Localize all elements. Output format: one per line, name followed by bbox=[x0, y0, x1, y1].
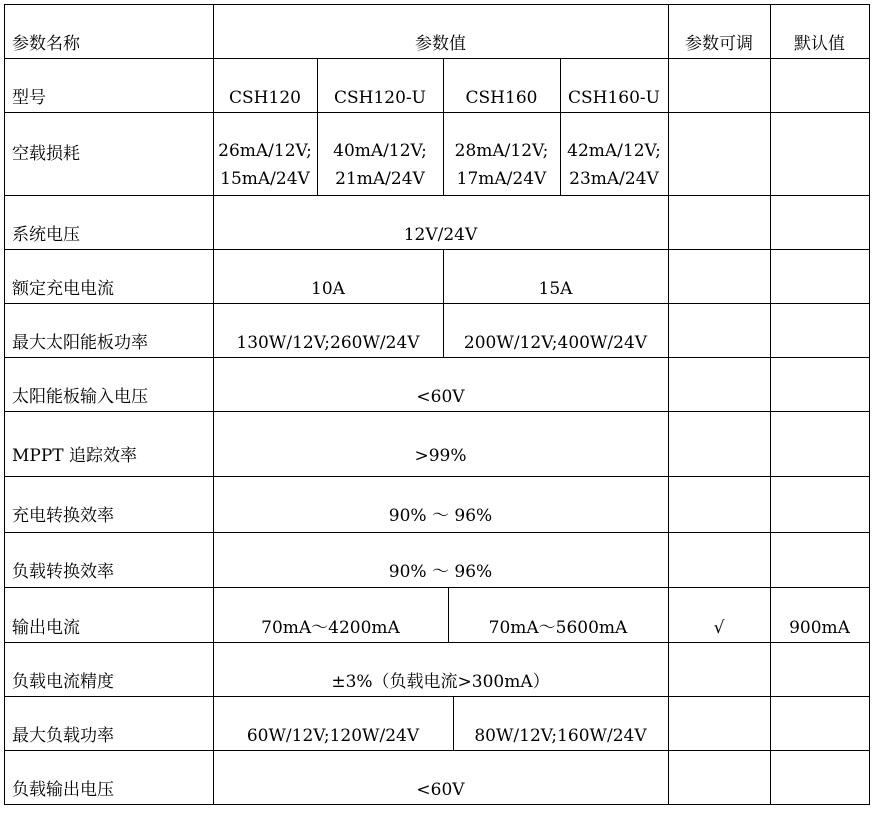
load-efficiency-value: 90% ～ 96% bbox=[388, 562, 493, 582]
row-label-noload: 空载损耗 bbox=[12, 143, 80, 164]
row-label-load-efficiency: 负载转换效率 bbox=[12, 562, 114, 582]
model-csh160u: CSH160-U bbox=[568, 88, 660, 108]
col-divider bbox=[770, 4, 771, 805]
row-label-max-pv-power: 最大太阳能板功率 bbox=[12, 333, 148, 353]
model-csh160: CSH160 bbox=[465, 88, 538, 108]
load-output-voltage-value: <60V bbox=[416, 780, 465, 800]
rated-current-a: 10A bbox=[311, 279, 345, 299]
noload-cell bbox=[560, 112, 668, 195]
table-border-right bbox=[869, 4, 870, 805]
noload-value: 40mA/12V; bbox=[333, 141, 427, 161]
row-label-pv-input-voltage: 太阳能板输入电压 bbox=[12, 387, 148, 407]
model-csh120u: CSH120-U bbox=[334, 88, 426, 108]
checkmark-icon: √ bbox=[713, 618, 725, 638]
row-label-mppt: MPPT 追踪效率 bbox=[12, 446, 138, 466]
noload-cell bbox=[317, 112, 443, 195]
output-current-a: 70mA～4200mA bbox=[261, 618, 400, 638]
pv-input-voltage-value: <60V bbox=[416, 387, 465, 407]
table-border-bottom bbox=[4, 804, 870, 805]
row-label-output-current: 输出电流 bbox=[12, 618, 80, 638]
max-pv-power-b: 200W/12V;400W/24V bbox=[463, 333, 648, 353]
noload-value: 15mA/24V bbox=[220, 169, 310, 189]
output-current-default: 900mA bbox=[789, 618, 850, 638]
row-label-system-voltage: 系统电压 bbox=[12, 225, 80, 245]
noload-value: 26mA/12V; bbox=[218, 141, 312, 161]
row-label-load-accuracy: 负载电流精度 bbox=[12, 672, 114, 692]
noload-cell bbox=[443, 112, 560, 195]
max-load-power-a: 60W/12V;120W/24V bbox=[246, 726, 420, 746]
header-param-value: 参数值 bbox=[415, 34, 466, 54]
row-label-charge-efficiency: 充电转换效率 bbox=[12, 506, 114, 526]
noload-value: 17mA/24V bbox=[456, 169, 547, 189]
row-label-load-output-voltage: 负载输出电压 bbox=[12, 780, 114, 800]
noload-value: 23mA/24V bbox=[569, 169, 659, 189]
header-param-name: 参数名称 bbox=[12, 34, 80, 54]
row-label-model: 型号 bbox=[12, 88, 46, 108]
header-adjustable: 参数可调 bbox=[685, 34, 753, 54]
max-pv-power-a: 130W/12V;260W/24V bbox=[236, 333, 420, 353]
header-default: 默认值 bbox=[794, 34, 845, 54]
row-label-max-load-power: 最大负载功率 bbox=[12, 726, 114, 746]
row-label-rated-current: 额定充电电流 bbox=[12, 279, 114, 299]
mppt-value: >99% bbox=[414, 446, 467, 466]
load-accuracy-value: ±3%（负载电流>300mA） bbox=[331, 672, 550, 692]
output-current-b: 70mA～5600mA bbox=[488, 618, 628, 638]
model-csh120: CSH120 bbox=[229, 88, 301, 108]
col-divider bbox=[668, 4, 669, 805]
noload-value: 28mA/12V; bbox=[454, 141, 549, 161]
noload-value: 21mA/24V bbox=[335, 169, 425, 189]
noload-cell bbox=[213, 112, 317, 195]
rated-current-b: 15A bbox=[538, 279, 573, 299]
charge-efficiency-value: 90% ～ 96% bbox=[388, 506, 493, 526]
noload-value: 42mA/12V; bbox=[567, 141, 661, 161]
max-load-power-b: 80W/12V;160W/24V bbox=[474, 726, 647, 746]
system-voltage-value: 12V/24V bbox=[403, 225, 478, 245]
